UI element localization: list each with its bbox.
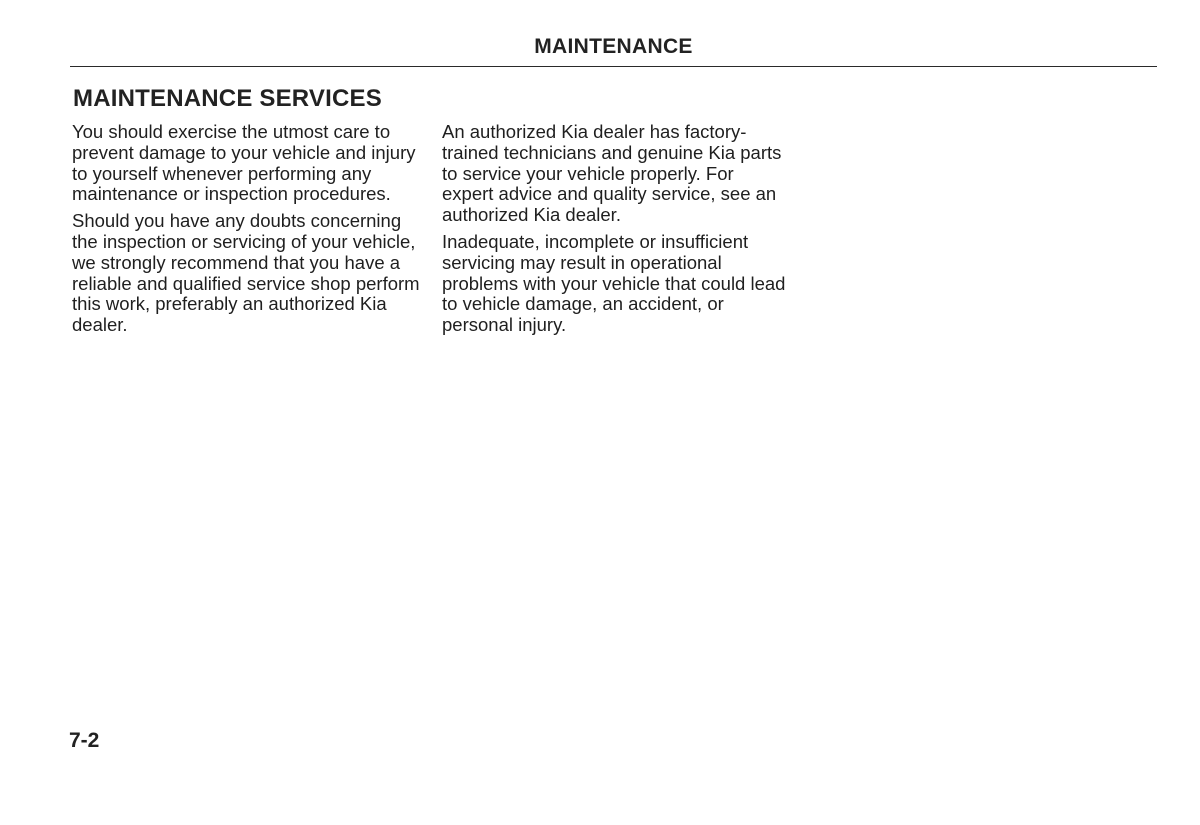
paragraph-inadequate-servicing: Inadequate, incomplete or insufficient servicing may result in operational problems with your vehicle that could lead to vehicle damage, an accident, or personal injury.	[442, 230, 786, 336]
page-number: 7-2	[69, 729, 100, 752]
running-title: MAINTENANCE	[534, 35, 693, 58]
paragraph-service-recommendation: Should you have any doubts concerning the inspection or servicing of your vehicle, we strongly recommend that you have a reliable and qualified service shop perform this work, preferably an authorized Kia dealer.	[72, 210, 420, 336]
page-header	[70, 34, 1157, 67]
right-column	[442, 122, 787, 342]
section-title: MAINTENANCE SERVICES	[73, 85, 382, 112]
paragraph-safety-care: You should exercise the utmost care to prevent damage to your vehicle and injury to yourself whenever performing any maintenance or inspection procedures.	[72, 121, 416, 205]
paragraph-authorized-dealer: An authorized Kia dealer has factory-trained technicians and genuine Kia parts to service your vehicle properly. For expert advice and quality service, see an authorized Kia dealer.	[442, 121, 782, 226]
left-column	[72, 122, 427, 342]
